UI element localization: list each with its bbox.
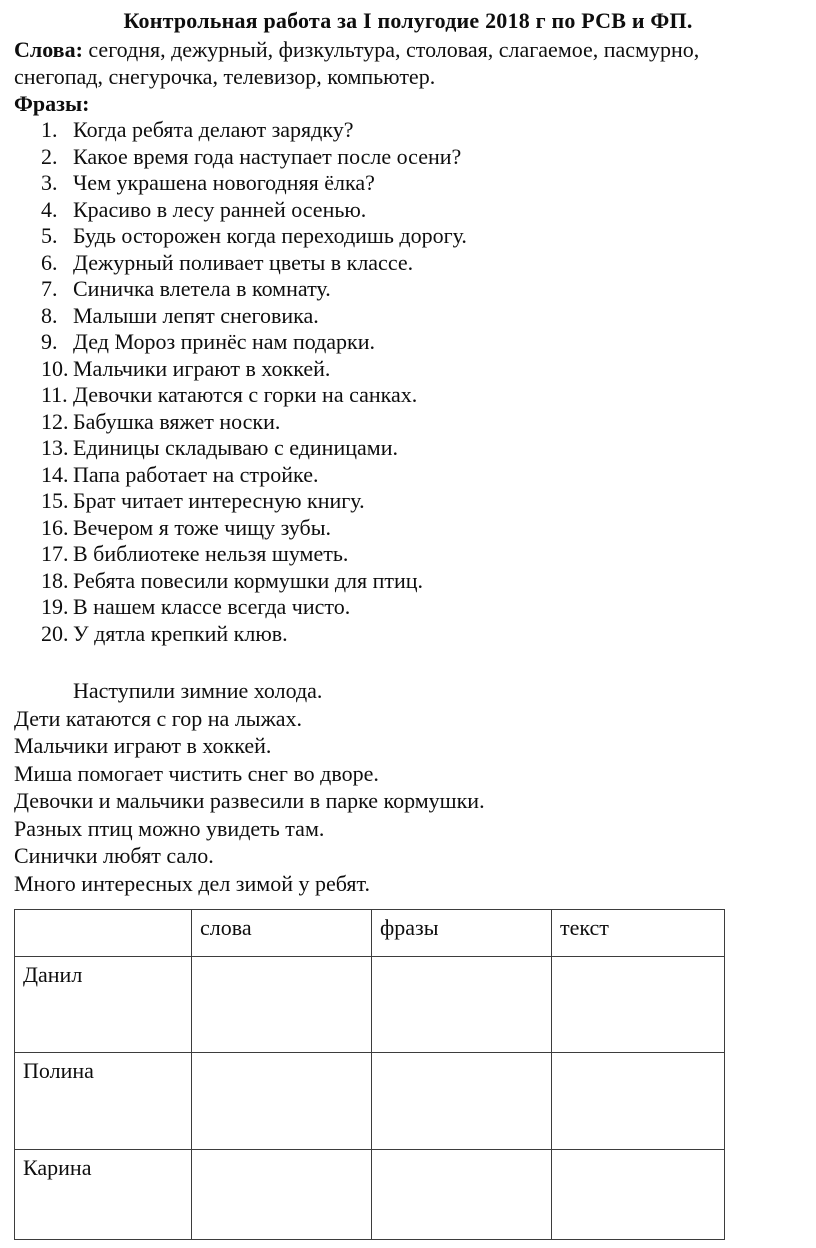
phrase-number: 3. [41, 170, 58, 195]
words-line-1 [14, 36, 802, 63]
phrase-number: 19. [41, 594, 69, 619]
document-title: Контрольная работа за I полугодие 2018 г по РСВ и ФП. [123, 8, 693, 33]
phrase-item-1 [14, 117, 802, 144]
score-cell [552, 1053, 725, 1150]
phrase-item-11 [14, 382, 802, 409]
score-cell [192, 1053, 372, 1150]
phrase-number: 1. [41, 117, 58, 142]
phrase-number: 2. [41, 143, 58, 169]
phrase-item-12 [14, 409, 802, 436]
table-row [15, 1053, 725, 1150]
phrase-list [14, 117, 802, 647]
column-header-text: текст [552, 910, 725, 957]
score-cell [372, 1053, 552, 1150]
phrase-text: Дежурный поливает цветы в классе. [73, 249, 414, 275]
phrase-item-18 [14, 568, 802, 595]
table-header-row [15, 910, 725, 957]
column-header-words: слова [192, 910, 372, 957]
table-row [15, 1150, 725, 1240]
phrase-text: Будь осторожен когда переходишь дорогу. [73, 223, 467, 248]
phrase-text: Мальчики играют в хоккей. [73, 355, 331, 381]
phrase-number: 5. [41, 223, 58, 248]
phrase-number: 9. [41, 329, 58, 354]
phrase-item-15 [14, 488, 802, 515]
phrase-number: 7. [41, 276, 58, 301]
phrase-item-19 [14, 594, 802, 621]
assessment-table [14, 909, 725, 1240]
story-line: Дети катаются с гор на лыжах. [14, 705, 303, 731]
column-header-phrases: фразы [372, 910, 552, 957]
phrase-text: Брат читает интересную книгу. [73, 488, 365, 513]
student-name: Данил [15, 957, 192, 1053]
corner-header-cell [15, 910, 192, 957]
phrase-item-8 [14, 303, 802, 330]
phrase-item-7 [14, 276, 802, 303]
phrase-text: Бабушка вяжет носки. [73, 408, 281, 434]
phrase-text: Дед Мороз принёс нам подарки. [73, 329, 376, 354]
words-line-2: снегопад, снегурочка, телевизор, компьютер. [14, 64, 436, 89]
phrase-number: 17. [41, 541, 69, 566]
phrase-text: Синичка влетела в комнату. [73, 276, 331, 301]
phrase-text: Папа работает на стройке. [73, 461, 319, 487]
student-name: Полина [15, 1053, 192, 1150]
phrase-item-6 [14, 250, 802, 277]
phrase-number: 10. [41, 355, 69, 381]
story-line: Синички любят сало. [14, 843, 214, 868]
phrase-number: 11. [41, 382, 68, 407]
phrase-number: 8. [41, 302, 58, 328]
phrase-item-13 [14, 435, 802, 462]
score-cell [372, 957, 552, 1053]
score-cell [192, 1150, 372, 1240]
phrase-text: В библиотеке нельзя шуметь. [73, 541, 349, 566]
phrases-label: Фразы: [14, 91, 90, 116]
phrase-number: 4. [41, 196, 58, 222]
phrase-number: 18. [41, 567, 69, 593]
phrase-text: Единицы складываю с единицами. [73, 435, 398, 460]
phrase-text: В нашем классе всегда чисто. [73, 594, 351, 619]
phrase-number: 15. [41, 488, 69, 513]
phrase-item-16 [14, 515, 802, 542]
phrase-text: У дятла крепкий клюв. [73, 620, 288, 646]
table-row [15, 957, 725, 1053]
phrase-number: 14. [41, 461, 69, 487]
score-cell [372, 1150, 552, 1240]
phrase-number: 13. [41, 435, 69, 460]
phrase-item-17 [14, 541, 802, 568]
phrase-text: Девочки катаются с горки на санках. [73, 382, 418, 407]
phrase-item-2 [14, 144, 802, 171]
phrase-item-3 [14, 170, 802, 197]
words-label: Слова: [14, 37, 83, 62]
phrase-number: 16. [41, 514, 69, 540]
phrase-text: Чем украшена новогодняя ёлка? [73, 170, 375, 195]
story-line: Девочки и мальчики развесили в парке кормушки. [14, 788, 485, 813]
phrase-number: 20. [41, 620, 69, 646]
score-cell [192, 957, 372, 1053]
phrase-number: 6. [41, 249, 58, 275]
phrase-item-10 [14, 356, 802, 383]
phrase-number: 12. [41, 408, 69, 434]
words-text-1: сегодня, дежурный, физкультура, столовая, слагаемое, пасмурно, [88, 37, 700, 62]
phrase-item-9 [14, 329, 802, 356]
phrase-item-20 [14, 621, 802, 648]
student-name: Карина [15, 1150, 192, 1240]
story-line: Мальчики играют в хоккей. [14, 733, 272, 758]
score-cell [552, 957, 725, 1053]
phrase-text: Вечером я тоже чищу зубы. [73, 514, 331, 540]
story-paragraph [14, 677, 802, 897]
score-cell [552, 1150, 725, 1240]
phrase-text: Какое время года наступает после осени? [73, 143, 462, 169]
phrase-text: Ребята повесили кормушки для птиц. [73, 567, 424, 593]
story-line: Разных птиц можно увидеть там. [14, 815, 325, 841]
phrase-item-4 [14, 197, 802, 224]
phrase-text: Красиво в лесу ранней осенью. [73, 196, 367, 222]
phrase-item-5 [14, 223, 802, 250]
phrase-text: Малыши лепят снеговика. [73, 302, 319, 328]
phrase-item-14 [14, 462, 802, 489]
phrase-text: Когда ребята делают зарядку? [73, 117, 354, 142]
story-line: Наступили зимние холода. [73, 678, 323, 703]
story-line: Много интересных дел зимой у ребят. [14, 870, 370, 896]
story-line: Миша помогает чистить снег во дворе. [14, 760, 379, 786]
